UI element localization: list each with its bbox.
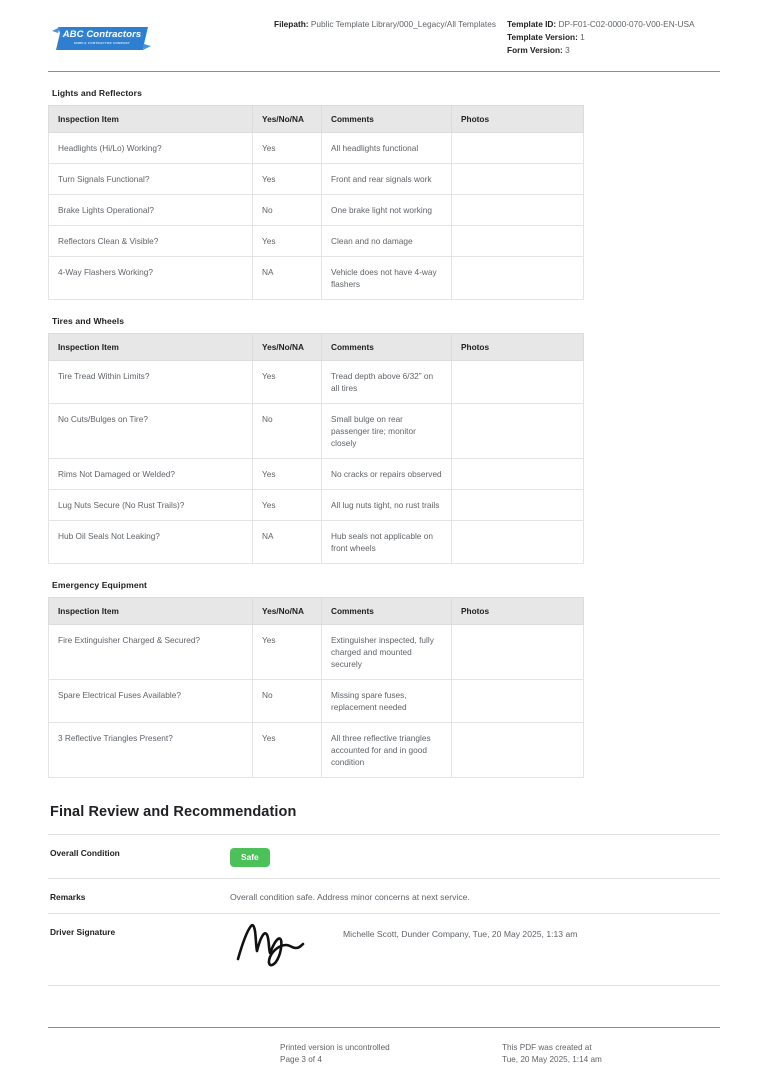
cell-inspection-item: Brake Lights Operational? [49, 195, 253, 226]
form-version-label: Form Version: [507, 44, 563, 55]
cell-photos [452, 680, 584, 723]
inspection-table [48, 597, 584, 778]
table-header-row [49, 598, 584, 625]
filepath-value: Public Template Library/000_Legacy/All Templates [310, 19, 496, 29]
remarks-label: Remarks [50, 891, 86, 902]
cell-inspection-item: 3 Reflective Triangles Present? [49, 723, 253, 778]
cell-answer: NA [253, 257, 322, 300]
footer-divider [48, 1027, 720, 1028]
company-logo [48, 18, 274, 54]
column-header-answer: Yes/No/NA [253, 106, 322, 133]
header-filepath-block [274, 18, 496, 31]
cell-photos [452, 521, 584, 564]
table-row [49, 257, 584, 300]
template-version-value: 1 [580, 31, 585, 42]
column-header-photos: Photos [452, 334, 584, 361]
overall-condition-value [230, 846, 720, 866]
footer-print-block [280, 1042, 502, 1067]
section-title: Tires and Wheels [52, 316, 125, 327]
pdf-created-label: This PDF was created at [502, 1042, 592, 1052]
cell-photos [452, 257, 584, 300]
template-id-row [507, 18, 720, 31]
final-review-section [48, 804, 720, 985]
template-id-value: DP-F01-C02-0000-070-V00-EN-USA [558, 19, 695, 29]
column-header-photos: Photos [452, 106, 584, 133]
cell-answer: Yes [253, 625, 322, 680]
cell-answer: Yes [253, 133, 322, 164]
column-header-answer: Yes/No/NA [253, 598, 322, 625]
cell-answer: Yes [253, 459, 322, 490]
column-header-item: Inspection Item [49, 598, 253, 625]
cell-comments: No cracks or repairs observed [322, 459, 452, 490]
column-header-comments: Comments [322, 106, 452, 133]
inspection-table [48, 333, 584, 564]
table-row [49, 625, 584, 680]
cell-inspection-item: Hub Oil Seals Not Leaking? [49, 521, 253, 564]
remarks-row [48, 878, 720, 913]
cell-photos [452, 723, 584, 778]
cell-photos [452, 361, 584, 404]
cell-answer: Yes [253, 490, 322, 521]
table-header-row [49, 334, 584, 361]
driver-signature-label: Driver Signature [50, 926, 116, 937]
cell-comments: Vehicle does not have 4-way flashers [322, 257, 452, 300]
cell-photos [452, 625, 584, 680]
document-footer [48, 1027, 720, 1067]
document-header [48, 0, 720, 58]
cell-comments: All lug nuts tight, no rust trails [322, 490, 452, 521]
cell-photos [452, 195, 584, 226]
cell-answer: Yes [253, 226, 322, 257]
cell-inspection-item: Lug Nuts Secure (No Rust Trails)? [49, 490, 253, 521]
cell-photos [452, 226, 584, 257]
table-header-row [49, 106, 584, 133]
table-row [49, 404, 584, 459]
inspection-section [48, 580, 720, 778]
cell-comments: All headlights functional [322, 133, 452, 164]
table-row [49, 459, 584, 490]
inspection-table [48, 105, 584, 300]
cell-inspection-item: Headlights (Hi/Lo) Working? [49, 133, 253, 164]
template-id-label: Template ID: [507, 19, 557, 29]
cell-comments: All three reflective triangles accounted for and in good condition [322, 723, 452, 778]
header-template-block [496, 18, 720, 57]
status-badge: Safe [230, 848, 270, 866]
cell-answer: Yes [253, 723, 322, 778]
cell-answer: Yes [253, 164, 322, 195]
table-row [49, 133, 584, 164]
inspection-section [48, 88, 720, 300]
cell-inspection-item: Rims Not Damaged or Welded? [49, 459, 253, 490]
cell-inspection-item: Reflectors Clean & Visible? [49, 226, 253, 257]
section-title: Lights and Reflectors [52, 88, 142, 98]
filepath-label: Filepath: [274, 19, 309, 29]
template-version-label: Template Version: [507, 31, 578, 42]
cell-comments: Extinguisher inspected, fully charged and mounted securely [322, 625, 452, 680]
cell-inspection-item: 4-Way Flashers Working? [49, 257, 253, 300]
cell-inspection-item: Tire Tread Within Limits? [49, 361, 253, 404]
column-header-item: Inspection Item [49, 106, 253, 133]
signature-image [230, 917, 343, 974]
table-row [49, 490, 584, 521]
cell-photos [452, 404, 584, 459]
template-version-row [507, 31, 720, 44]
section-title: Emergency Equipment [52, 580, 148, 591]
cell-comments: Small bulge on rear passenger tire; monitor closely [322, 404, 452, 459]
table-row [49, 226, 584, 257]
column-header-item: Inspection Item [49, 334, 253, 361]
cell-answer: No [253, 195, 322, 226]
cell-photos [452, 459, 584, 490]
driver-signature-row [48, 913, 720, 986]
printed-notice: Printed version is uncontrolled [280, 1042, 390, 1052]
header-divider [48, 71, 720, 72]
column-header-comments: Comments [322, 334, 452, 361]
footer-pdf-block [502, 1042, 720, 1067]
cell-answer: Yes [253, 361, 322, 404]
footer-spacer [48, 1042, 280, 1067]
inspection-section [48, 316, 720, 564]
cell-answer: No [253, 404, 322, 459]
cell-photos [452, 164, 584, 195]
cell-comments: Tread depth above 6/32” on all tires [322, 361, 452, 404]
cell-comments: Hub seals not applicable on front wheels [322, 521, 452, 564]
pdf-created-value: Tue, 20 May 2025, 1:14 am [502, 1055, 602, 1065]
final-review-heading: Final Review and Recommendation [50, 804, 297, 821]
page-number: Page 3 of 4 [280, 1055, 322, 1065]
table-row [49, 680, 584, 723]
table-row [49, 521, 584, 564]
cell-answer: NA [253, 521, 322, 564]
column-header-photos: Photos [452, 598, 584, 625]
column-header-answer: Yes/No/NA [253, 334, 322, 361]
cell-comments: Clean and no damage [322, 226, 452, 257]
table-row [49, 195, 584, 226]
cell-inspection-item: No Cuts/Bulges on Tire? [49, 404, 253, 459]
cell-answer: No [253, 680, 322, 723]
remarks-value: Overall condition safe. Address minor concerns at next service. [230, 891, 470, 902]
form-version-row [507, 44, 720, 57]
cell-photos [452, 133, 584, 164]
cell-inspection-item: Fire Extinguisher Charged & Secured? [49, 625, 253, 680]
handwritten-signature-icon [230, 917, 310, 969]
inspection-sections [48, 88, 720, 778]
table-row [49, 361, 584, 404]
cell-inspection-item: Spare Electrical Fuses Available? [49, 680, 253, 723]
column-header-comments: Comments [322, 598, 452, 625]
table-row [49, 164, 584, 195]
logo-company-name: ABC Contractors [62, 29, 142, 40]
cell-inspection-item: Turn Signals Functional? [49, 164, 253, 195]
cell-comments: Missing spare fuses, replacement needed [322, 680, 452, 723]
form-version-value: 3 [565, 44, 570, 55]
signature-meta: Michelle Scott, Dunder Company, Tue, 20 May 2025, 1:13 am [343, 928, 578, 939]
cell-photos [452, 490, 584, 521]
overall-condition-row [48, 834, 720, 877]
table-row [49, 723, 584, 778]
logo-tagline: SIMPLE CONTRACTOR COMPANY [73, 40, 131, 45]
overall-condition-label: Overall Condition [50, 848, 120, 859]
cell-comments: One brake light not working [322, 195, 452, 226]
cell-comments: Front and rear signals work [322, 164, 452, 195]
